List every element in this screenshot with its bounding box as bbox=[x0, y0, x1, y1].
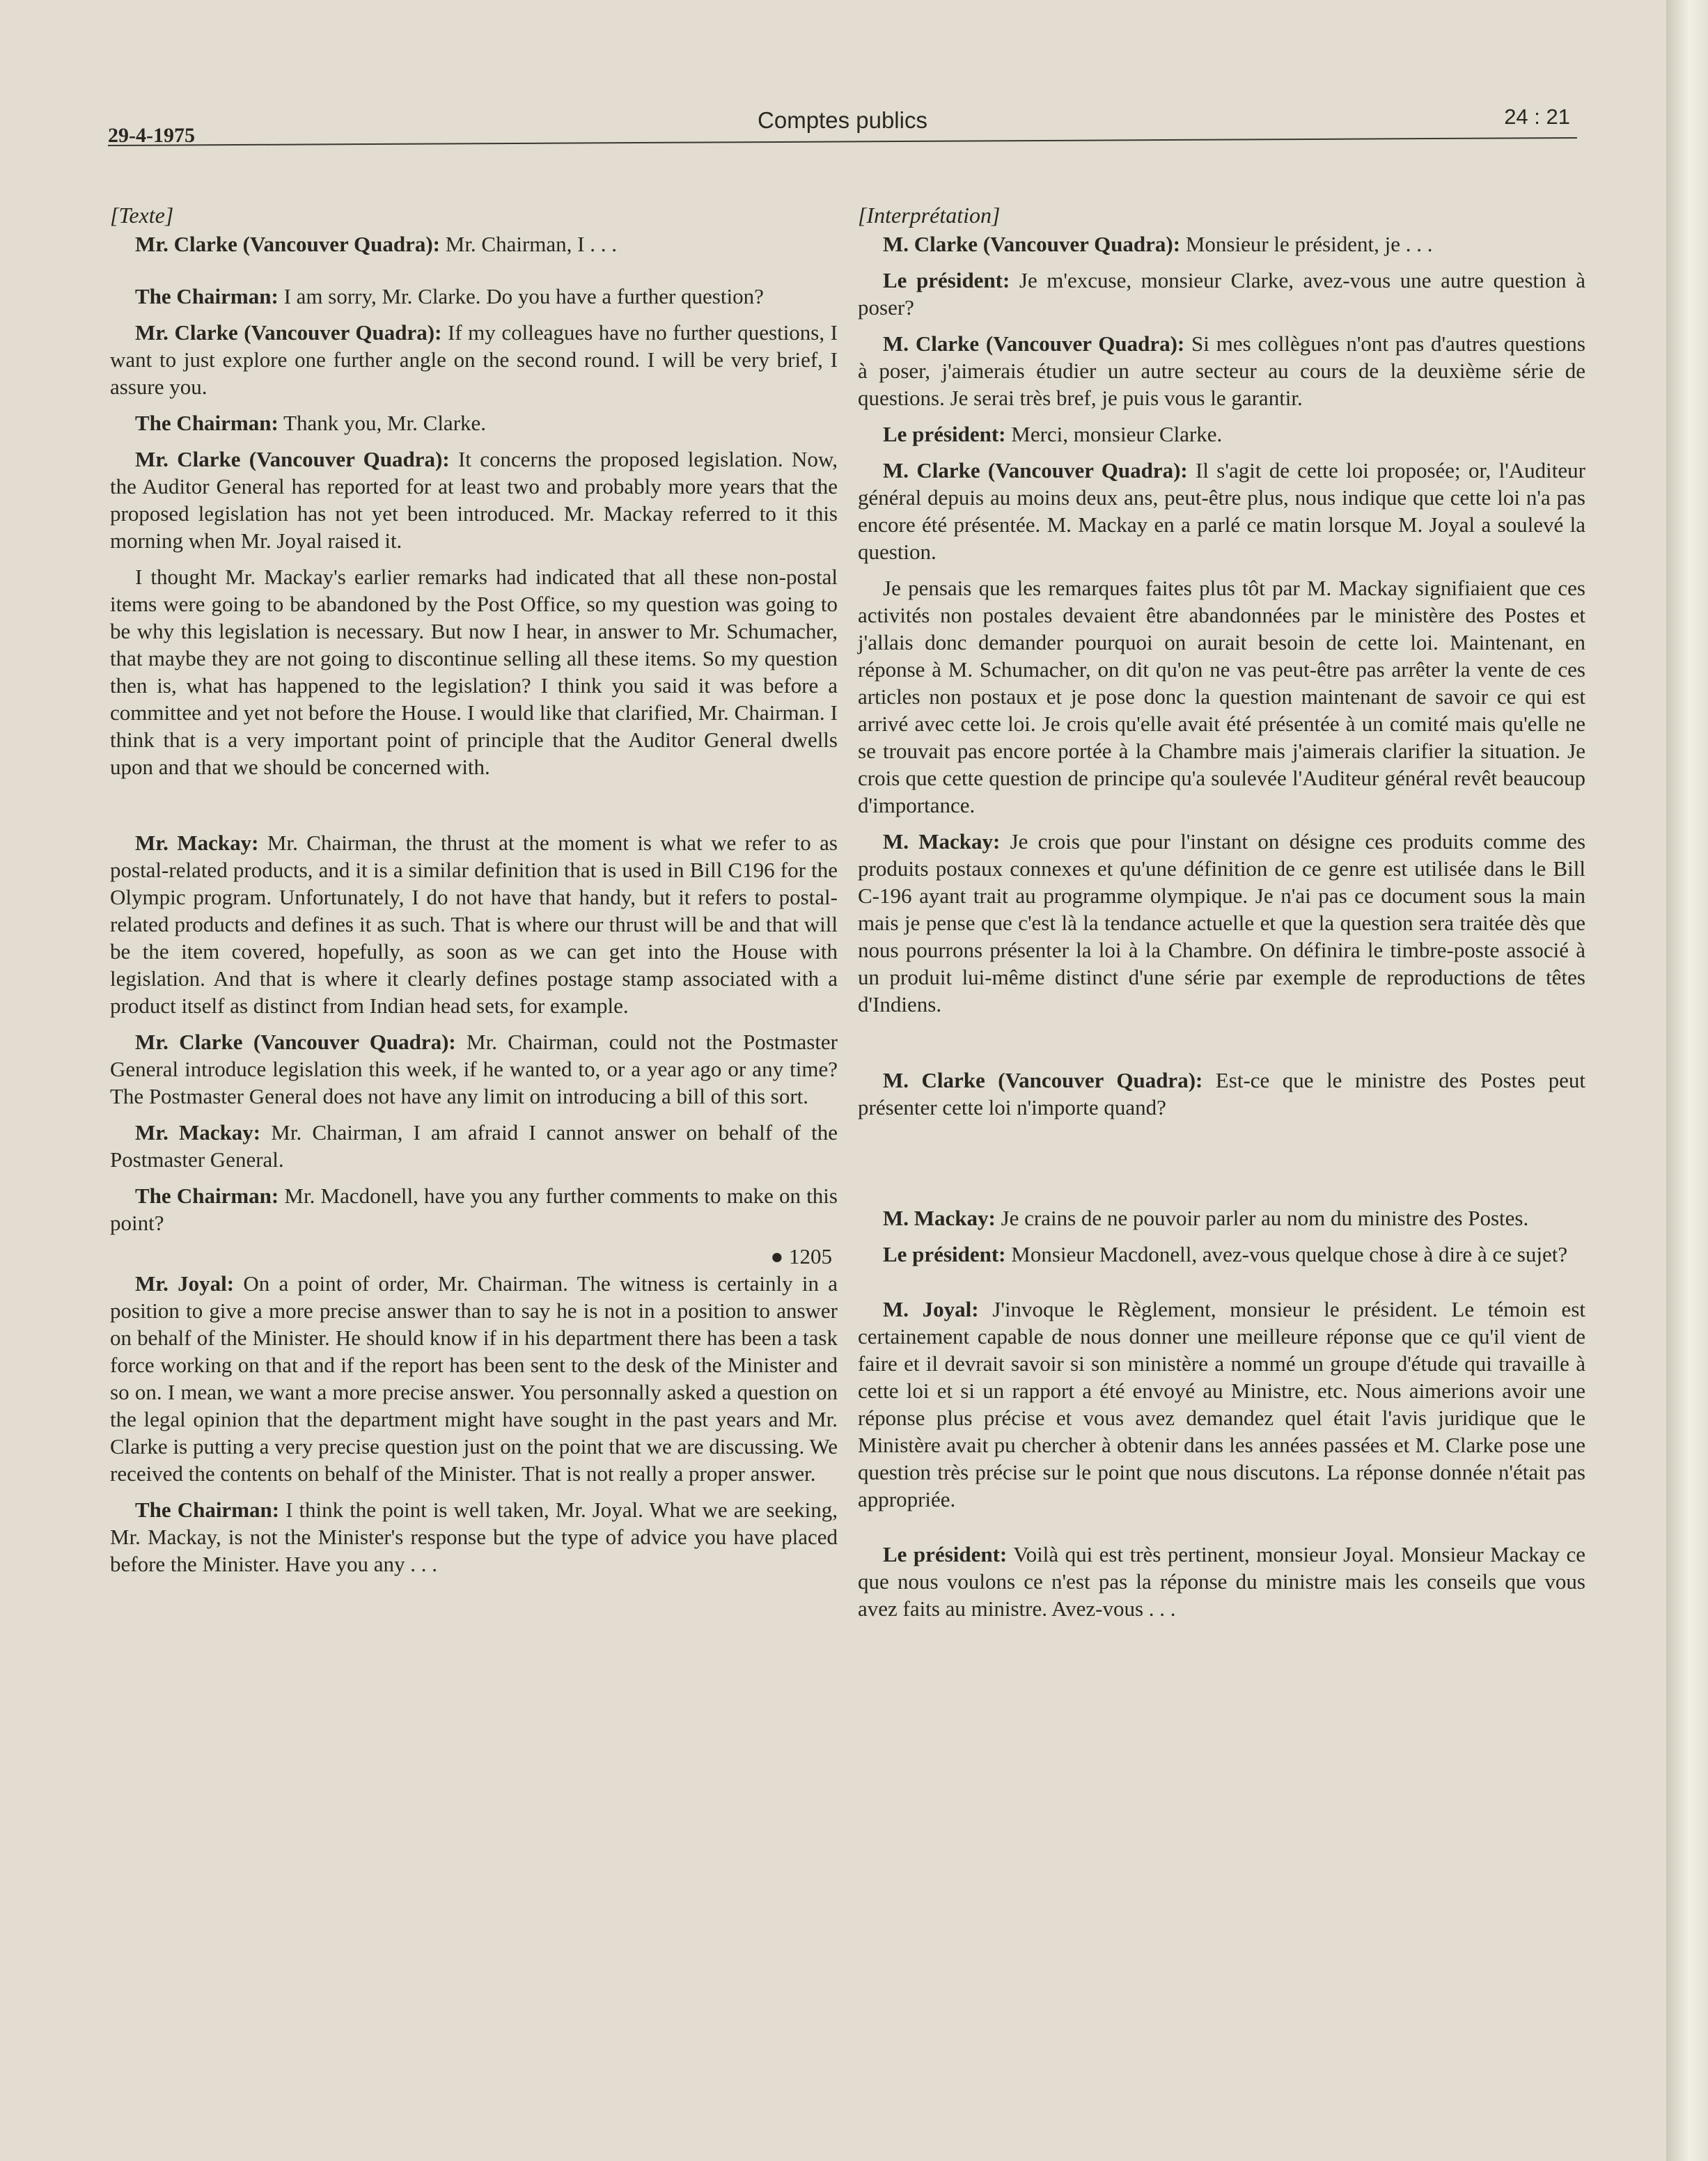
paragraph bbox=[858, 230, 1585, 258]
right-column bbox=[858, 202, 1585, 1631]
speaker: Le président: bbox=[883, 1242, 1006, 1266]
paragraph bbox=[858, 457, 1585, 565]
speaker: The Chairman: bbox=[135, 284, 279, 308]
speaker: M. Mackay: bbox=[883, 829, 1001, 854]
paragraph bbox=[110, 829, 838, 1019]
speech: Monsieur Macdonell, avez-vous quelque chose à dire à ce sujet? bbox=[1005, 1242, 1568, 1266]
paragraph bbox=[858, 574, 1585, 819]
speech: On a point of order, Mr. Chairman. The witness is certainly in a position to give a more precise answer than to say he is not in a position to answer on behalf of the Minister. He should know if in his department there has been a task force working on that and if the report has been sent to the desk of the Minister and so on. I mean, we want a more precise answer. You personnally asked a question on the legal opinion that the department might have sought in the past years and Mr. Clarke is putting a very precise question just on the point that we are discussing. We received the contents on behalf of the Minister. That is not really a proper answer. bbox=[110, 1271, 838, 1486]
speaker: Mr. Clarke (Vancouver Quadra): bbox=[135, 320, 442, 345]
page-header bbox=[108, 104, 1577, 146]
speech: Monsieur le président, je . . . bbox=[1180, 232, 1433, 256]
speaker: M. Clarke (Vancouver Quadra): bbox=[883, 232, 1181, 256]
speech: Thank you, Mr. Clarke. bbox=[278, 411, 487, 435]
speech: I am sorry, Mr. Clarke. Do you have a further question? bbox=[278, 284, 764, 308]
speech: Mr. Macdonell, have you any further comments to make on this point? bbox=[110, 1184, 838, 1235]
speaker: M. Clarke (Vancouver Quadra): bbox=[883, 458, 1188, 482]
speaker: Le président: bbox=[883, 422, 1006, 446]
paragraph bbox=[110, 1182, 838, 1236]
speaker: The Chairman: bbox=[135, 1184, 279, 1208]
paragraph bbox=[110, 1270, 838, 1487]
paragraph bbox=[110, 319, 838, 400]
speaker: Le président: bbox=[883, 1542, 1008, 1566]
speaker: Mr. Clarke (Vancouver Quadra): bbox=[135, 447, 450, 471]
speaker: Mr. Clarke (Vancouver Quadra): bbox=[135, 232, 440, 256]
speech: Mr. Chairman, could not the Postmaster General introduce legislation this week, if he wanted to, or a year ago or any time? The Postmaster General does not have any limit on introducing a bill of this sort. bbox=[110, 1030, 838, 1108]
paragraph bbox=[858, 267, 1585, 321]
speech: Voilà qui est très pertinent, monsieur Joyal. Monsieur Mackay ce que nous voulons ce n'est pas la réponse du ministre mais les conseils que vous avez faits au ministre. Avez-vous . . . bbox=[858, 1542, 1586, 1621]
speech: Je m'excuse, monsieur Clarke, avez-vous une autre question à poser? bbox=[858, 268, 1585, 320]
speech: Je crains de ne pouvoir parler au nom du ministre des Postes. bbox=[995, 1206, 1529, 1230]
paragraph bbox=[858, 1296, 1585, 1513]
paragraph bbox=[858, 1541, 1585, 1622]
paragraph bbox=[110, 1119, 838, 1173]
speaker: Mr. Joyal: bbox=[135, 1271, 235, 1296]
speaker: M. Clarke (Vancouver Quadra): bbox=[883, 331, 1185, 356]
speaker: The Chairman: bbox=[135, 1498, 280, 1522]
speech: Mr. Chairman, I . . . bbox=[440, 232, 617, 256]
language-marker: [Texte] bbox=[110, 203, 174, 228]
paragraph bbox=[110, 409, 838, 437]
speech: Merci, monsieur Clarke. bbox=[1005, 422, 1223, 446]
speaker: M. Joyal: bbox=[883, 1297, 979, 1321]
page-binding-edge bbox=[1666, 0, 1708, 2161]
speaker: Mr. Mackay: bbox=[135, 1120, 261, 1145]
speech: It concerns the proposed legislation. Now, the Auditor General has reported for at least two and probably more years that the proposed legislation has not yet been introduced. Mr. Mackay referred to it this morning when Mr. Joyal raised it. bbox=[110, 447, 838, 553]
paragraph bbox=[858, 828, 1585, 1018]
header-title: Comptes publics bbox=[758, 107, 927, 133]
speech: J'invoque le Règlement, monsieur le président. Le témoin est certainement capable de nous donner une meilleure réponse que ce qu'il vient de faire et il devrait savoir si son ministère a nommé un groupe d'étude qui travaille à cette loi et si un rapport a été envoyé au Ministre, etc. Nous aimerions avoir une réponse plus précise et vous avez demandez quel était l'avis juridique que le Ministère avait pu chercher à obtenir dans les années passées et M. Clarke pose une question très précise sur le point que nous discutons. La réponse donnée n'était pas appropriée. bbox=[858, 1297, 1585, 1511]
speech: Est-ce que le ministre des Postes peut présenter cette loi n'importe quand? bbox=[858, 1068, 1585, 1119]
header-date: 29-4-1975 bbox=[108, 124, 195, 147]
paragraph bbox=[110, 446, 838, 554]
paragraph bbox=[110, 283, 838, 310]
speech: Il s'agit de cette loi proposée; or, l'Auditeur général depuis au moins deux ans, peut-être plus, nous indique que cette loi n'a pas encore été présentée. M. Mackay en a parlé ce matin lorsque M. Joyal a soulevé la question. bbox=[858, 458, 1585, 564]
left-column bbox=[110, 202, 838, 1587]
paragraph bbox=[858, 1241, 1585, 1268]
paragraph bbox=[110, 230, 838, 258]
speech: Je pensais que les remarques faites plus tôt par M. Mackay signifiaient que ces activités non postales devaient être abandonnées par le ministère des Postes et j'allais donc demander pourquoi on aurait besoin de cette loi. Maintenant, en réponse à M. Schumacher, on dit qu'on ne vas peut-être pas arrêter la vente de ces articles non postaux et je pose donc la question maintenant de savoir ce qui est arrivé avec cette loi. Je crois qu'elle avait été présentée à un comité mais qu'elle ne se trouvait pas encore portée à la Chambre mais j'aimerais clarifier la situation. Je crois que cette question de principe qu'a soulevée l'Auditeur général revêt beaucoup d'importance. bbox=[858, 576, 1585, 817]
paragraph bbox=[858, 1067, 1585, 1121]
paragraph bbox=[858, 330, 1585, 411]
paragraph bbox=[110, 1028, 838, 1110]
header-page-number: 24 : 21 bbox=[1504, 104, 1570, 129]
speaker: Le président: bbox=[883, 268, 1010, 292]
time-marker: ● 1205 bbox=[770, 1244, 832, 1268]
speech: Je crois que pour l'instant on désigne ces produits comme des produits postaux connexes et qu'une définition de ce genre est utilisée dans le Bill C-196 ayant trait au programme olympique. Je n'ai pas ce document sous la main mais je pense que c'est là la tendance actuelle et que la question sera traitée dès que nous pourrons présenter la loi à la Chambre. On définira le timbre-poste associé à un produit lui-même distinct d'une série par exemple de reproductions de têtes d'Indiens. bbox=[858, 829, 1586, 1016]
paragraph bbox=[858, 421, 1585, 448]
paragraph bbox=[110, 1496, 838, 1578]
speech: Si mes collègues n'ont pas d'autres questions à poser, j'aimerais étudier un autre secteur au cours de la deuxième série de questions. Je serai très bref, je puis vous le garantir. bbox=[858, 331, 1585, 410]
paragraph bbox=[110, 563, 838, 780]
speech: Mr. Chairman, I am afraid I cannot answer on behalf of the Postmaster General. bbox=[110, 1120, 838, 1172]
speech: I think the point is well taken, Mr. Joyal. What we are seeking, Mr. Mackay, is not the Minister's response but the type of advice you have placed before the Minister. Have you any . . . bbox=[110, 1498, 838, 1576]
speech: Mr. Chairman, the thrust at the moment is what we refer to as postal-related products, and it is a similar definition that is used in Bill C196 for the Olympic program. Unfortunately, I do not have that handy, but it refers to postal-related products and defines it as such. That is where our thrust will be and that will be the item covered, hopefully, as soon as we can get into the House with legislation. And that is where it clearly defines postage stamp associated with a product itself as distinct from Indian head sets, for example. bbox=[110, 831, 838, 1018]
paragraph bbox=[858, 1204, 1585, 1232]
speaker: M. Clarke (Vancouver Quadra): bbox=[883, 1068, 1203, 1092]
speaker: M. Mackay: bbox=[883, 1206, 996, 1230]
speaker: The Chairman: bbox=[135, 411, 279, 435]
speaker: Mr. Clarke (Vancouver Quadra): bbox=[135, 1030, 456, 1054]
language-marker: [Interprétation] bbox=[858, 203, 1001, 228]
speaker: Mr. Mackay: bbox=[135, 831, 259, 855]
speech: If my colleagues have no further questions, I want to just explore one further angle on the second round. I will be very brief, I assure you. bbox=[110, 320, 838, 399]
speech: I thought Mr. Mackay's earlier remarks had indicated that all these non-postal items were going to be abandoned by the Post Office, so my question was going to be why this legislation is necessary. But now I hear, in answer to Mr. Schumacher, that maybe they are not going to discontinue selling all these items. So my question then is, what has happened to the legislation? I think you said it was before a committee and yet not before the House. I would like that clarified, Mr. Chairman. I think that is a very important point of principle that the Auditor General dwells upon and that we should be concerned with. bbox=[110, 565, 838, 779]
